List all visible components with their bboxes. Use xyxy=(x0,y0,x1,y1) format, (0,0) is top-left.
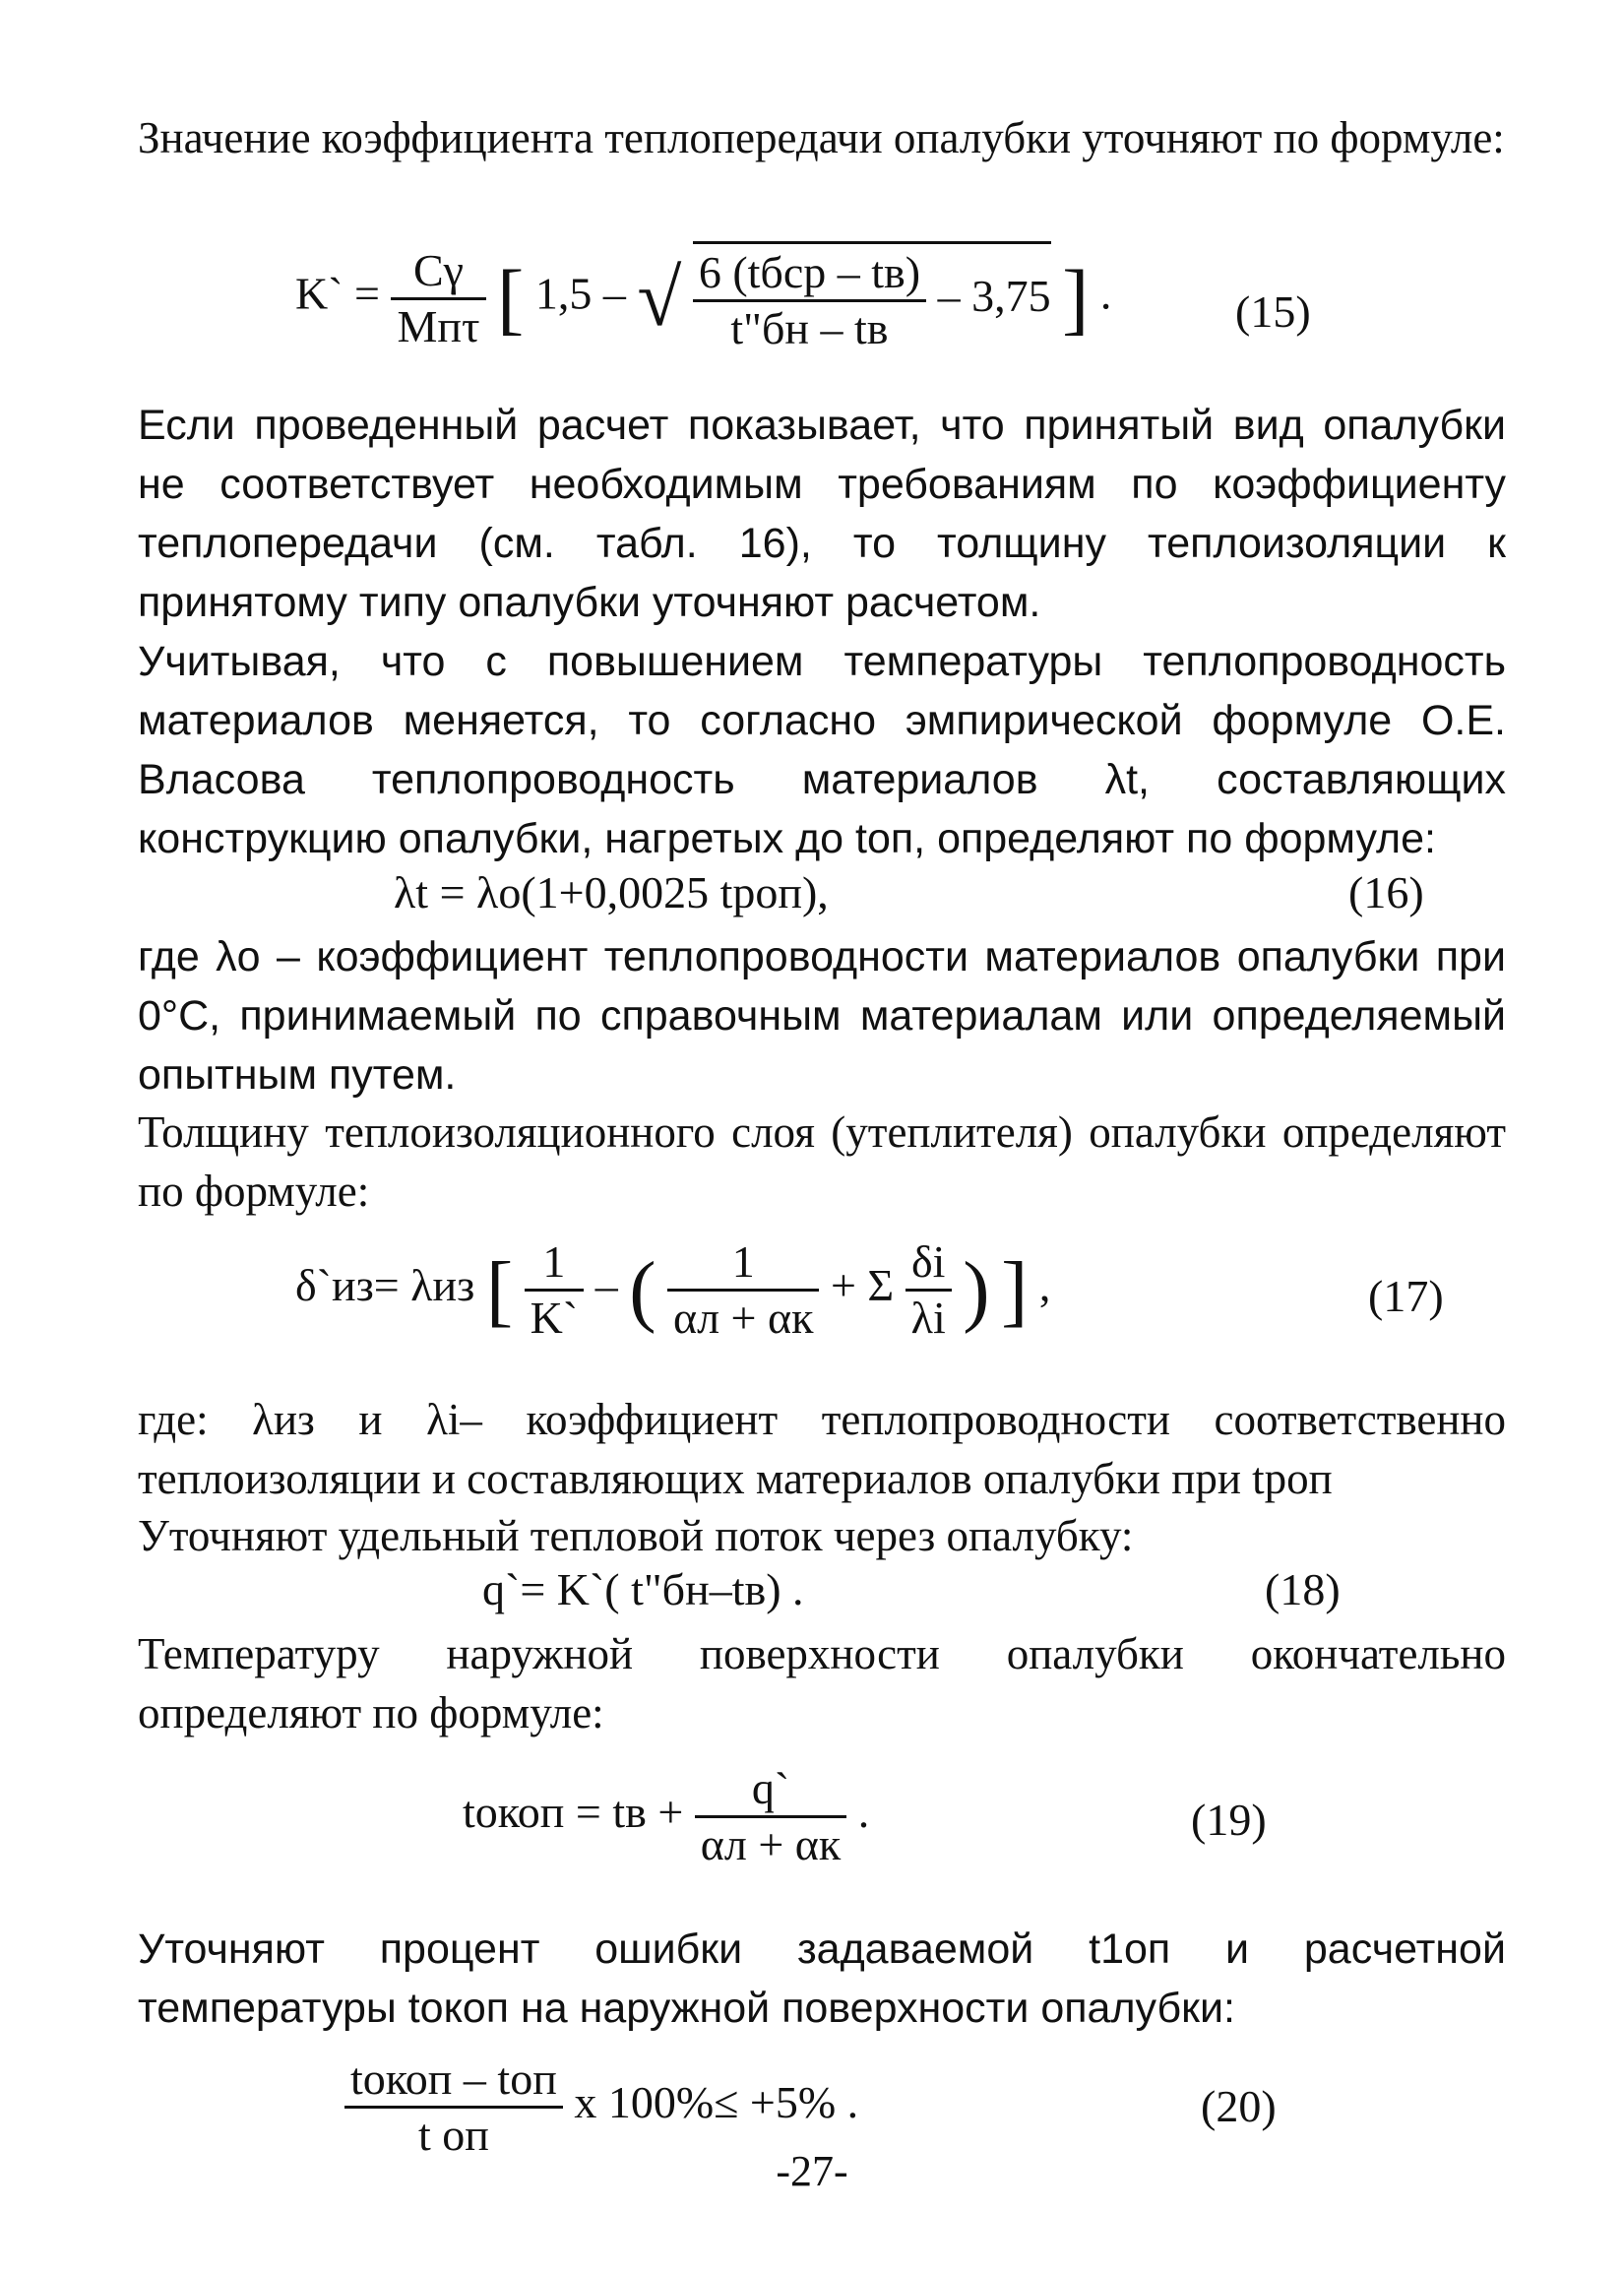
fraction-numerator: δi xyxy=(906,1235,952,1292)
formula-rhs: x 100%≤ +5% . xyxy=(574,2077,859,2128)
paragraph-text: где λo – коэффициент теплопроводности материалов опалубки при 0°С, принимаемый по справочным материалам или определяемый опытным путем. xyxy=(138,933,1506,1099)
fraction xyxy=(667,1235,819,1345)
fraction xyxy=(391,244,485,353)
left-bracket: [ xyxy=(485,1244,514,1335)
page-number: -27- xyxy=(776,2147,848,2195)
paragraph-lambda-insulation xyxy=(138,1390,1506,1508)
fraction xyxy=(695,1762,846,1871)
formula-18: q`= K`( t"бн–tв) . xyxy=(482,1564,804,1614)
formula-operator: + Σ xyxy=(830,1260,895,1311)
radical-sign: √ xyxy=(637,253,682,343)
paragraph-heat-flow xyxy=(138,1506,1506,1565)
formula-19 xyxy=(463,1762,869,1871)
formula-operator: – xyxy=(594,1260,618,1311)
fraction-denominator: K` xyxy=(530,1293,579,1343)
paragraph-surface-temp xyxy=(138,1624,1506,1742)
paragraph-intro xyxy=(138,108,1506,167)
equation-number: (20) xyxy=(1201,2081,1277,2131)
formula-term: 1,5 – xyxy=(534,268,626,319)
formula-lhs: δ`из= λиз xyxy=(295,1260,475,1311)
fraction-numerator: Cγ xyxy=(391,244,485,300)
paragraph-vlasov xyxy=(138,632,1506,868)
fraction-numerator: 1 xyxy=(667,1235,819,1292)
formula-end: . xyxy=(857,1787,870,1838)
left-paren: ( xyxy=(629,1244,656,1335)
paragraph-text: Уточняют удельный тепловой поток через опалубку: xyxy=(138,1511,1134,1560)
square-root xyxy=(637,241,1050,355)
formula-lhs: tокоп = tв + xyxy=(463,1787,684,1838)
fraction-denominator: λi xyxy=(910,1293,946,1343)
fraction-numerator: 6 (tбср – tв) xyxy=(693,246,926,302)
fraction xyxy=(693,246,926,355)
formula-15 xyxy=(295,241,1111,355)
fraction-numerator: 1 xyxy=(525,1235,585,1292)
formula-end: . xyxy=(1099,268,1112,319)
paragraph-text: Значение коэффициента теплопередачи опалубки уточняют по формуле: xyxy=(138,113,1505,162)
paragraph-text: Учитывая, что с повышением температуры теплопроводность материалов меняется, то согласно эмпирической формуле О.Е. Власова теплопроводность материалов λt, составляющих конструкцию опалубки, нагретых до tоп, определяют по формуле: xyxy=(138,638,1506,862)
paragraph-lambda-definition xyxy=(138,927,1506,1105)
fraction-numerator: tокоп – tоп xyxy=(344,2052,563,2109)
formula-term: – 3,75 xyxy=(937,271,1051,322)
formula-lhs: K` = xyxy=(295,268,380,319)
fraction-denominator: αл + αк xyxy=(700,1819,842,1869)
fraction-denominator: αл + αк xyxy=(673,1293,814,1343)
equation-number: (17) xyxy=(1368,1271,1444,1321)
fraction-denominator: t оп xyxy=(417,2110,489,2160)
paragraph-text: где: λиз и λi– коэффициент теплопроводности соответственно теплоизоляции и составляющих материалов опалубки при tpоп xyxy=(138,1395,1506,1503)
left-bracket: [ xyxy=(497,253,525,343)
equation-number: (18) xyxy=(1265,1564,1341,1614)
paragraph-text: Температуру наружной поверхности опалубки окончательно определяют по формуле: xyxy=(138,1629,1506,1737)
paragraph-insulation xyxy=(138,1103,1506,1221)
fraction-numerator: q` xyxy=(695,1762,846,1818)
equation-number: (15) xyxy=(1235,286,1311,337)
equation-number: (16) xyxy=(1348,867,1424,917)
fraction xyxy=(906,1235,952,1345)
formula-16: λt = λo(1+0,0025 tpоп), xyxy=(394,867,829,917)
right-paren: ) xyxy=(963,1244,990,1335)
equation-number: (19) xyxy=(1191,1795,1267,1845)
radical-body xyxy=(693,241,1051,355)
fraction-denominator: t"бн – tв xyxy=(730,303,889,353)
right-bracket: ] xyxy=(1062,253,1090,343)
paragraph-error-percent xyxy=(138,1920,1506,2038)
formula-end: , xyxy=(1038,1260,1051,1311)
paragraph-text: Толщину теплоизоляционного слоя (утеплителя) опалубки определяют по формуле: xyxy=(138,1107,1506,1216)
paragraph-text: Уточняют процент ошибки задаваемой t1оп и расчетной температуры tокоп на наружной поверхности опалубки: xyxy=(138,1926,1506,2032)
formula-17 xyxy=(295,1235,1050,1345)
paragraph-text: Если проведенный расчет показывает, что принятый вид опалубки не соответствует необходимым требованиям по коэффициенту теплопередачи (см. табл. 16), то толщину теплоизоляции к принятому типу опалубки уточняют расчетом. xyxy=(138,402,1506,626)
fraction xyxy=(525,1235,585,1345)
right-bracket: ] xyxy=(1001,1244,1029,1335)
paragraph-calc-result xyxy=(138,396,1506,632)
fraction-denominator: Mпτ xyxy=(397,300,480,351)
